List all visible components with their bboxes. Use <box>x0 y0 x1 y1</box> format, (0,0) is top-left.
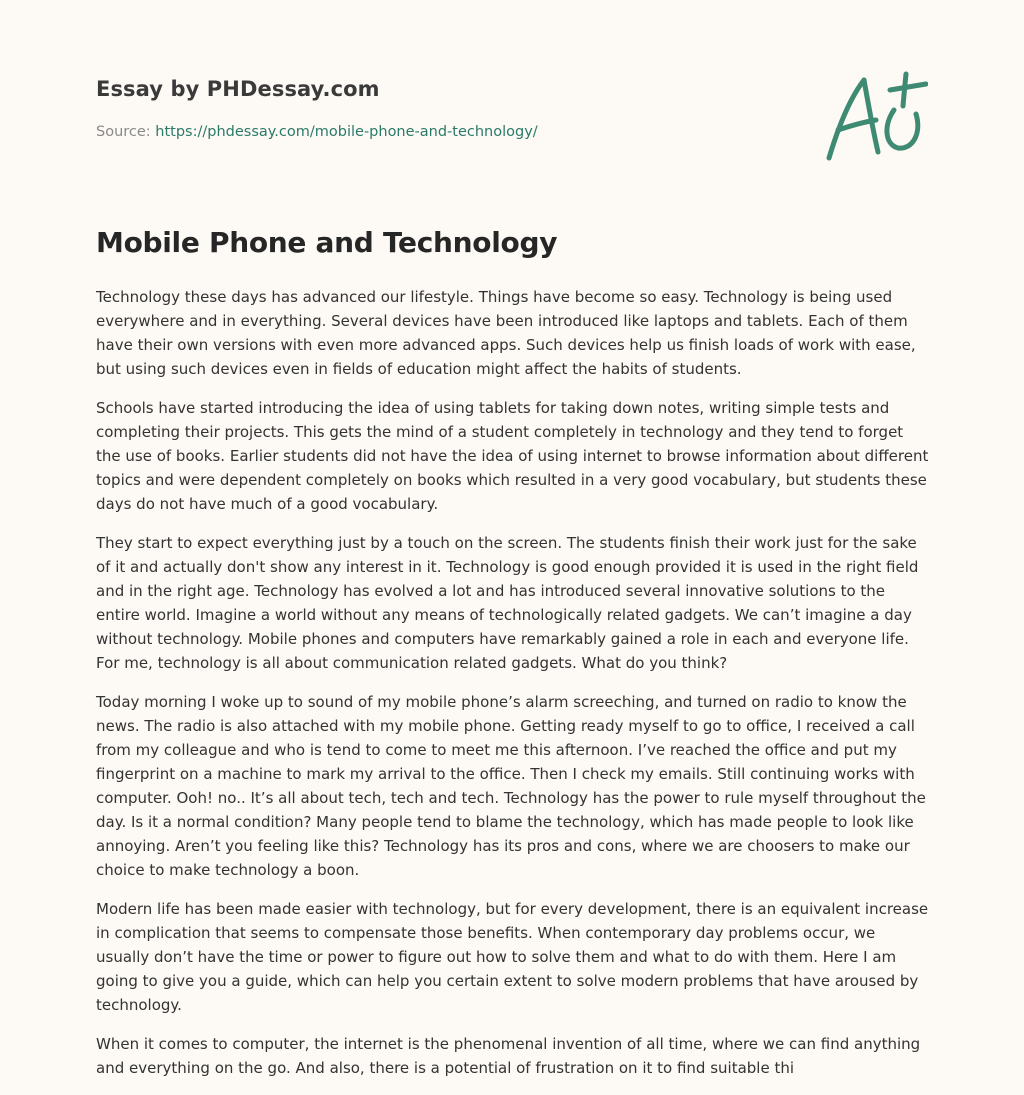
essay-body <box>96 285 932 1095</box>
source-label: Source: <box>96 124 156 140</box>
essay-paragraph: When it comes to computer, the internet is the phenomenal invention of all time, where we can find anything and everything on the go. And also, there is a potential of frustration on it to find suitable thi <box>96 1035 921 1077</box>
essay-paragraph: Schools have started introducing the idea of using tablets for taking down notes, writing simple tests and completing their projects. This gets the mind of a student completely in technology and they tend to forget the use of books. Earlier students did not have the idea of using internet to browse information about different topics and were dependent completely on books which resulted in a very good vocabulary, but students these days do not have much of a good vocabulary. <box>96 399 929 513</box>
source-link[interactable]: https://phdessay.com/mobile-phone-and-technology/ <box>155 124 538 140</box>
essay-paragraph: Technology these days has advanced our lifestyle. Things have become so easy. Technology is being used everywhere and in everything. Several devices have been introduced like laptops and tablets. Each of them have their own versions with even more advanced apps. Such devices help us finish loads of work with ease, but using such devices even in fields of education might affect the habits of students. <box>96 288 916 378</box>
essay-title: Mobile Phone and Technology <box>96 226 558 259</box>
essay-paragraph: They start to expect everything just by a touch on the screen. The students finish their work just for the sake of it and actually don't show any interest in it. Technology is good enough provided it is used in the right field and in the right age. Technology has evolved a lot and has introduced several innovative solutions to the entire world. Imagine a world without any means of technologically related gadgets. We can’t imagine a day without technology. Mobile phones and computers have remarkably gained a role in each and everyone life. For me, technology is all about communication related gadgets. What do you think? <box>96 534 919 672</box>
essay-paragraph: Today morning I woke up to sound of my mobile phone’s alarm screeching, and turned on radio to know the news. The radio is also attached with my mobile phone. Getting ready myself to go to office, I received a call from my colleague and who is tend to come to meet me this afternoon. I’ve reached the office and put my fingerprint on a machine to mark my arrival to the office. Then I check my emails. Still continuing works with computer. Ooh! no.. It’s all about tech, tech and tech. Technology has the power to rule myself throughout the day. Is it a normal condition? Many people tend to blame the technology, which has made people to look like annoying. Aren’t you feeling like this? Technology has its pros and cons, where we are choosers to make our choice to make technology a boon. <box>96 693 926 879</box>
site-title: Essay by PHDessay.com <box>96 77 380 101</box>
essay-paragraph: Modern life has been made easier with technology, but for every development, there is an equivalent increase in complication that seems to compensate those benefits. When contemporary day problems occur, we usually don’t have the time or power to figure out how to solve them and what to do with them. Here I am going to give you a guide, which can help you certain extent to solve modern problems that have aroused by technology. <box>96 900 929 1014</box>
a-plus-grade-icon <box>824 68 928 164</box>
source-line <box>96 124 538 140</box>
